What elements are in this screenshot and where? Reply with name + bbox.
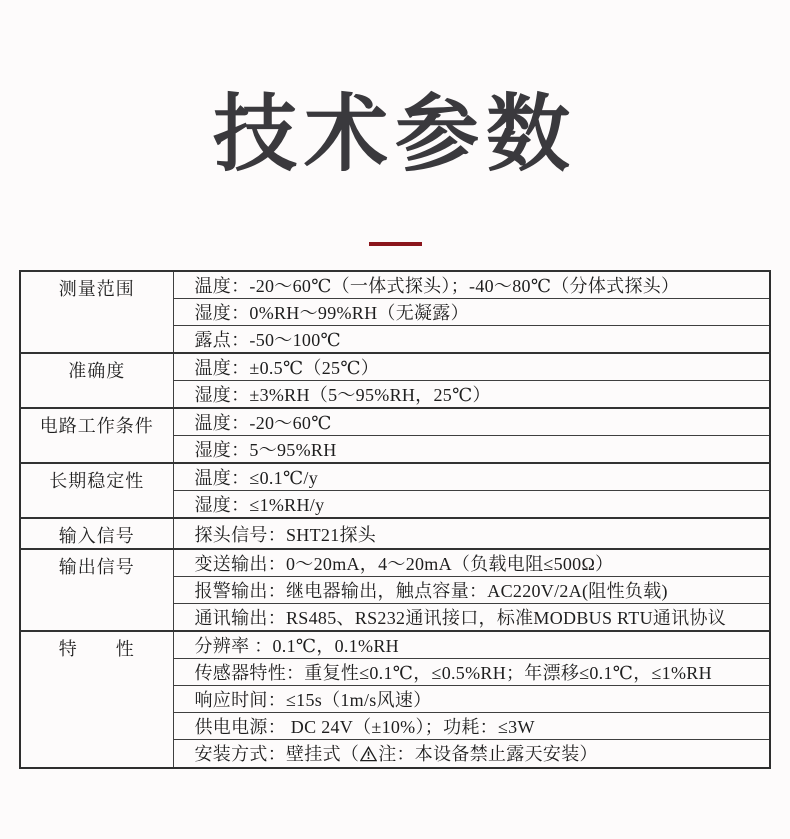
spec-value: 分辨率 ：0.1℃，0.1%RH <box>173 631 770 659</box>
table-row <box>20 549 770 577</box>
warning-icon <box>360 746 377 767</box>
spec-value: 温度：-20～60℃（一体式探头）；-40～80℃（分体式探头） <box>173 271 770 299</box>
spec-value: 湿度：0%RH～99%RH（无凝露） <box>173 299 770 326</box>
spec-value: 供电电源： DC 24V（±10%）；功耗：≤3W <box>173 713 770 740</box>
spec-value: 响应时间：≤15s（1m/s风速） <box>173 686 770 713</box>
spec-value <box>173 740 770 769</box>
spec-group-label: 电路工作条件 <box>20 408 173 463</box>
install-text-prefix: 安装方式：壁挂式（ <box>194 744 360 765</box>
spec-group-label: 测量范围 <box>20 271 173 353</box>
spec-value: 传感器特性：重复性≤0.1℃，≤0.5%RH；年漂移≤0.1℃，≤1%RH <box>173 659 770 686</box>
page-title: 技术参数 <box>212 87 577 181</box>
spec-value: 湿度：±3%RH（5～95%RH，25℃） <box>173 381 770 409</box>
table-row <box>20 463 770 491</box>
table-row <box>20 353 770 381</box>
spec-group-label: 输出信号 <box>20 549 173 631</box>
table-row <box>20 271 770 299</box>
spec-group-label: 特 性 <box>20 631 173 768</box>
title-divider <box>369 242 422 246</box>
spec-group-label: 输入信号 <box>20 518 173 549</box>
table-row <box>20 631 770 659</box>
table-row <box>20 518 770 549</box>
spec-group-label: 准确度 <box>20 353 173 408</box>
spec-value: 变送输出：0～20mA，4～20mA（负载电阻≤500Ω） <box>173 549 770 577</box>
spec-value: 温度：-20～60℃ <box>173 408 770 436</box>
spec-value: 报警输出：继电器输出，触点容量：AC220V/2A(阻性负载) <box>173 577 770 604</box>
spec-value: 温度：±0.5℃（25℃） <box>173 353 770 381</box>
spec-value: 通讯输出：RS485、RS232通讯接口，标准MODBUS RTU通讯协议 <box>173 604 770 632</box>
spec-table <box>19 270 771 769</box>
table-row <box>20 408 770 436</box>
spec-value: 湿度：5～95%RH <box>173 436 770 464</box>
spec-value: 露点：-50～100℃ <box>173 326 770 354</box>
spec-value: 温度：≤0.1℃/y <box>173 463 770 491</box>
install-text-suffix: 注：本设备禁止露天安装） <box>378 744 598 765</box>
spec-value: 探头信号：SHT21探头 <box>173 518 770 549</box>
spec-value: 湿度：≤1%RH/y <box>173 491 770 519</box>
spec-group-label: 长期稳定性 <box>20 463 173 518</box>
